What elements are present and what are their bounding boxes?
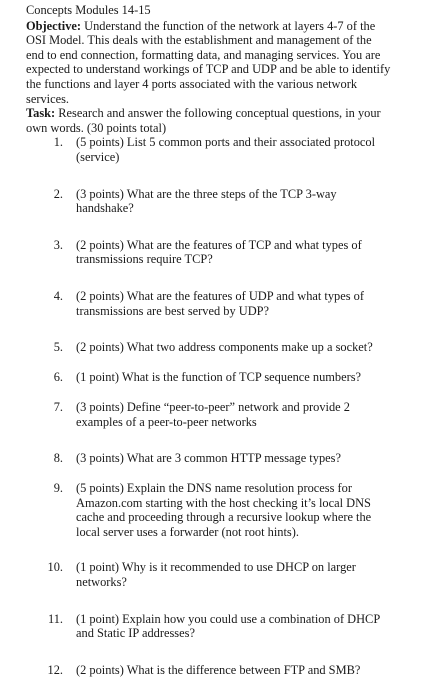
question-text: (3 points) What are the three steps of the TCP 3-way handshake? <box>76 186 337 216</box>
question-text: (1 point) What is the function of TCP sequence numbers? <box>76 369 362 384</box>
question-item-7 <box>26 400 392 429</box>
question-item-11 <box>26 612 392 641</box>
question-text: (2 points) What two address components make up a socket? <box>76 340 373 355</box>
task-label: Task: <box>26 106 56 121</box>
objective-label: Objective: <box>26 18 82 33</box>
question-number: 7. <box>53 400 63 415</box>
question-text: (3 points) Define “peer-to-peer” network and provide 2 examples of a peer-to-peer networks <box>76 400 350 429</box>
task-text: Research and answer the following conceptual questions, in your own words. (30 points total) <box>26 106 381 135</box>
question-number: 11. <box>47 611 63 626</box>
question-item-12 <box>26 663 392 678</box>
question-number: 5. <box>53 340 63 355</box>
question-item-10 <box>26 560 392 589</box>
question-item-5 <box>26 340 392 355</box>
question-text: (1 point) Explain how you could use a combination of DHCP and Static IP addresses? <box>76 611 380 641</box>
question-list <box>26 135 392 677</box>
question-number: 4. <box>53 288 63 303</box>
question-item-3 <box>26 238 392 267</box>
question-text: (2 points) What is the difference between FTP and SMB? <box>76 662 361 677</box>
question-item-1 <box>26 135 392 164</box>
question-number: 6. <box>53 369 63 384</box>
objective-paragraph <box>26 19 392 107</box>
question-text: (2 points) What are the features of TCP and what types of transmissions require TCP? <box>76 237 362 267</box>
question-text: (1 point) Why is it recommended to use DHCP on larger networks? <box>76 560 356 590</box>
question-text: (2 points) What are the features of UDP and what types of transmissions are best served by UDP? <box>76 288 364 318</box>
objective-text: Understand the function of the network at layers 4-7 of the OSI Model. This deals with the establishment and management of the end to end connection, formatting data, and managing services. You are expected to understand workings of TCP and UDP and be able to identify the functions and layer 4 ports associated with the various network services. <box>26 18 391 106</box>
question-number: 2. <box>53 186 63 201</box>
question-number: 3. <box>53 237 63 252</box>
question-number: 9. <box>53 481 63 496</box>
question-text: (5 points) List 5 common ports and their associated protocol (service) <box>76 135 376 164</box>
task-paragraph <box>26 106 392 135</box>
question-text: (3 points) What are 3 common HTTP message types? <box>76 451 341 466</box>
question-text: (5 points) Explain the DNS name resolution process for Amazon.com starting with the host checking it’s local DNS cache and proceeding through a recursive lookup where the local server uses a forwarder (not root hints). <box>76 481 372 539</box>
question-item-6 <box>26 370 392 385</box>
question-number: 8. <box>53 451 63 466</box>
question-number: 1. <box>53 135 63 150</box>
document-header: Concepts Modules 14-15 <box>26 3 151 17</box>
question-item-9 <box>26 481 392 539</box>
question-item-2 <box>26 187 392 216</box>
question-number: 12. <box>47 662 63 677</box>
question-number: 10. <box>47 560 63 575</box>
question-item-4 <box>26 289 392 318</box>
question-item-8 <box>26 451 392 466</box>
